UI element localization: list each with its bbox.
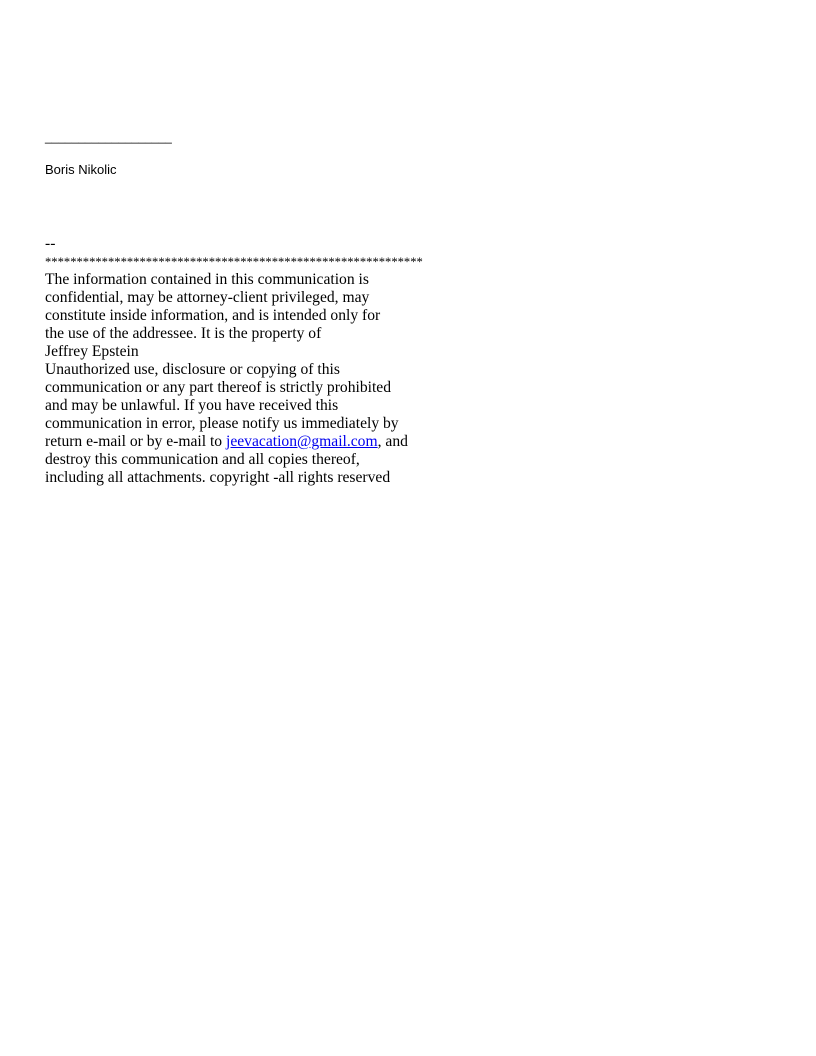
disclaimer-line: Unauthorized use, disclosure or copying of this	[45, 361, 340, 378]
signature-name: Boris Nikolic	[45, 162, 117, 177]
email-line-suffix: , and	[377, 433, 408, 450]
confidentiality-disclaimer	[45, 235, 423, 487]
disclaimer-line: constitute inside information, and is intended only for	[45, 307, 381, 324]
disclaimer-email-line	[45, 433, 423, 451]
disclaimer-line: Jeffrey Epstein	[45, 343, 139, 360]
disclaimer-line: confidential, may be attorney-client privileged, may	[45, 289, 370, 306]
disclaimer-line: and may be unlawful. If you have received this	[45, 397, 339, 414]
signature-separator: --	[45, 235, 56, 252]
email-line-prefix: return e-mail or by e-mail to	[45, 433, 226, 450]
email-link[interactable]: jeevacation@gmail.com	[226, 433, 378, 450]
disclaimer-line: communication or any part thereof is strictly prohibited	[45, 379, 392, 396]
disclaimer-line: communication in error, please notify us immediately by	[45, 415, 399, 432]
disclaimer-line: The information contained in this communication is	[45, 271, 369, 288]
asterisk-divider: ************************************************************	[45, 255, 423, 269]
disclaimer-line: the use of the addressee. It is the property of	[45, 325, 322, 342]
signature-rule: ___________________	[45, 130, 172, 144]
disclaimer-line: destroy this communication and all copies thereof,	[45, 451, 360, 468]
disclaimer-line: including all attachments. copyright -all rights reserved	[45, 469, 391, 486]
